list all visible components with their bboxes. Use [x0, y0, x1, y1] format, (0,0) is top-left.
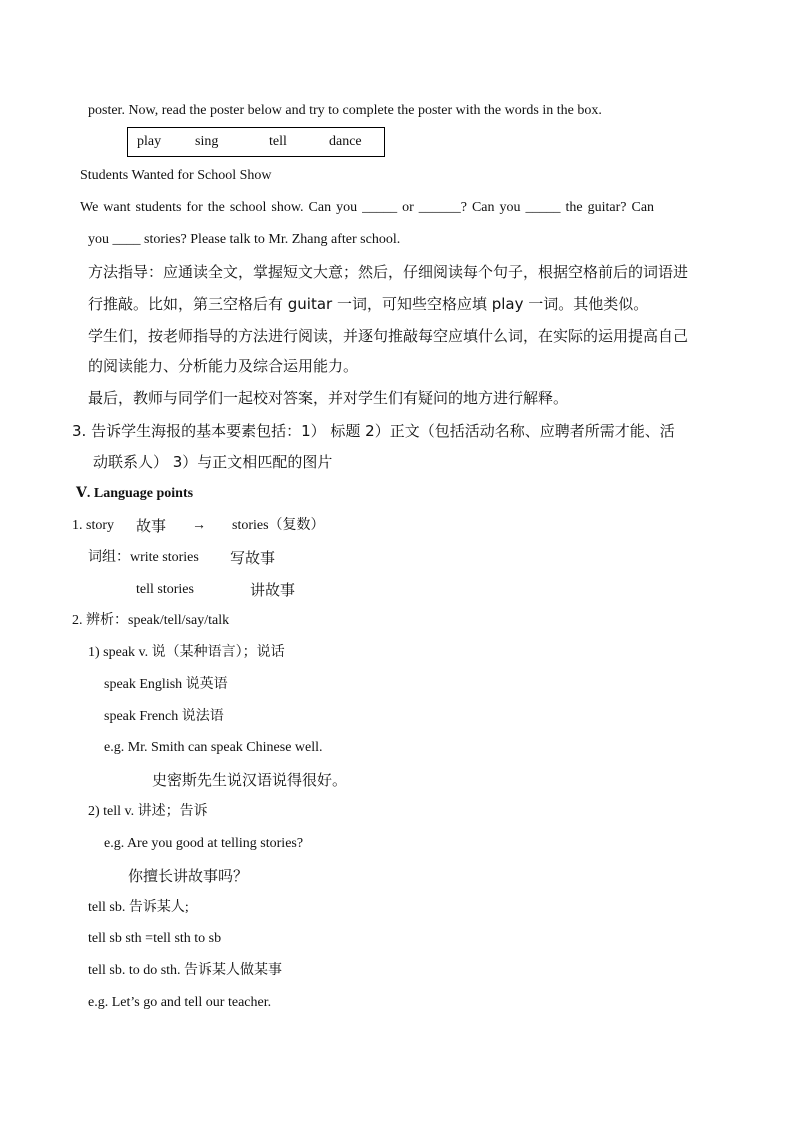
speak-heading: 1) speak v. 说（某种语言）；说话: [88, 645, 285, 660]
point1-cn: 故事: [136, 517, 167, 535]
method-line-1: 方法指导：应通读全文，掌握短文大意；然后，仔细阅读每个句子，根据空格前后的词语进: [88, 263, 689, 281]
method-line-2: 行推敲。比如，第三空格后有 guitar 一词，可知些空格应填 play 一词。其他类似。: [88, 295, 649, 313]
tell-eg-2: e.g. Let’s go and tell our teacher.: [88, 995, 272, 1010]
students-line-2: 的阅读能力、分析能力及综合运用能力。: [88, 357, 359, 375]
poster-title: Students Wanted for School Show: [80, 168, 272, 183]
word-box-item: sing: [195, 134, 219, 149]
tell-usage-3: tell sb. to do sth. 告诉某人做某事: [88, 963, 283, 978]
item3-line-2: 动联系人） 3）与正文相匹配的图片: [93, 453, 333, 471]
speak-eg-cn: 史密斯先生说汉语说得很好。: [152, 771, 348, 789]
section-title: Ⅴ. Language points: [76, 486, 194, 501]
tell-heading: 2) tell v. 讲述；告诉: [88, 804, 208, 819]
speak-eg: e.g. Mr. Smith can speak Chinese well.: [104, 740, 323, 755]
phrase-label: 词组：write stories: [88, 550, 199, 565]
poster-line-1: We want students for the school show. Can you _____ or ______? Can you _____ the guitar? Can: [80, 200, 655, 215]
point2-title: 2. 辨析：speak/tell/say/talk: [72, 613, 230, 628]
word-box-item: play: [137, 134, 162, 149]
phrase1-cn: 写故事: [230, 549, 276, 567]
intro-text: poster. Now, read the poster below and try to complete the poster with the words in the box.: [88, 103, 602, 118]
tell-eg: e.g. Are you good at telling stories?: [104, 836, 304, 851]
speak-example-1: speak English 说英语: [104, 677, 228, 692]
word-box-item: tell: [269, 134, 287, 149]
poster-line-2: you ____ stories? Please talk to Mr. Zhang after school.: [88, 232, 401, 247]
speak-example-2: speak French 说法语: [104, 709, 224, 724]
tell-usage-1: tell sb. 告诉某人;: [88, 900, 189, 915]
tell-usage-2: tell sb sth =tell sth to sb: [88, 931, 222, 946]
tell-eg-cn: 你擅长讲故事吗？: [128, 867, 249, 885]
point1-plural: stories（复数）: [232, 518, 325, 533]
item3-line-1: 3. 告诉学生海报的基本要素包括：1） 标题 2）正文（包括活动名称、应聘者所需才能、活: [72, 422, 675, 440]
phrase2-en: tell stories: [136, 582, 194, 597]
phrase2-cn: 讲故事: [250, 581, 296, 599]
students-line-1: 学生们，按老师指导的方法进行阅读，并逐句推敲每空应填什么词，在实际的运用提高自己: [88, 327, 689, 345]
point1-num: 1. story: [72, 518, 114, 533]
word-box: [127, 127, 385, 157]
finally-line: 最后，教师与同学们一起校对答案，并对学生们有疑问的地方进行解释。: [88, 389, 569, 407]
arrow-icon: →: [192, 518, 206, 533]
word-box-item: dance: [329, 134, 362, 149]
